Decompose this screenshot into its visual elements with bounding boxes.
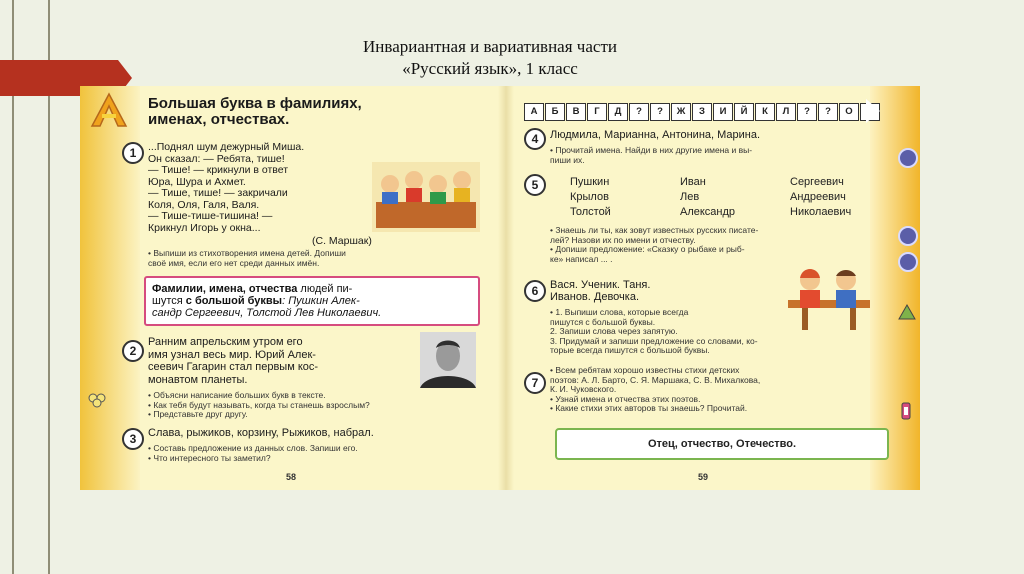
alphabet-letter: ?: [818, 103, 838, 121]
exercise-1-poem: ...Поднял шум дежурный Миша. Он сказал: — Ребята, тише! — Тише! — крикнули в ответ Юра, Шура и Ахмет. — Тише, тише! — закричали Коля, Оля, Галя, Валя. — Тише-тише-тишина! — Крикнул Игорь у окна...: [148, 141, 305, 234]
exercise-7-tasks: • Всем ребятам хорошо известны стихи детских поэтов: А. Л. Барто, С. Я. Маршака, С. В. Михалкова, К. И. Чуковского. • Узнай имена и отчества этих поэтов. • Какие стихи этих авторов ты знаешь? Прочитай.: [550, 365, 761, 413]
letter-a-icon: [90, 92, 128, 128]
exercise-number: 2: [122, 340, 144, 362]
children-illustration: [788, 266, 870, 330]
audio-disc-icon: [898, 252, 918, 272]
rule-text: людей пи- шутся: [152, 283, 353, 307]
textbook-spread: [80, 86, 920, 490]
classroom-illustration: [372, 162, 480, 232]
slide-title-line1: Инвариантная и вариативная части: [363, 37, 617, 56]
alphabet-letter: И: [713, 103, 733, 121]
alphabet-letter: ?: [650, 103, 670, 121]
group-work-icon: [88, 392, 106, 413]
page-number-right: 59: [698, 472, 709, 482]
alphabet-strip: [524, 103, 881, 119]
name-cell: Пушкин: [570, 176, 610, 188]
alphabet-letter: Г: [587, 103, 607, 121]
exercise-number: 4: [524, 128, 546, 150]
alphabet-letter: П: [860, 103, 880, 121]
name-cell: Крылов: [570, 191, 609, 203]
slide-title-line2: «Русский язык», 1 класс: [402, 59, 578, 78]
alphabet-letter: К: [755, 103, 775, 121]
scales-icon: [898, 304, 916, 325]
gagarin-portrait: [420, 332, 476, 388]
exercise-number: 3: [122, 428, 144, 450]
book-spine: [498, 86, 514, 490]
alphabet-letter: Й: [734, 103, 754, 121]
exercise-5-tasks: • Знаешь ли ты, как зовут известных русских писате- лей? Назови их по имени и отчеству. • Допиши предложение: «Сказку о рыбаке и рыб- ке» написал ... .: [550, 225, 759, 264]
alphabet-arrow: [866, 99, 880, 123]
name-cell: Николаевич: [790, 206, 852, 218]
rule-emphasis: с большой буквы: [185, 295, 283, 307]
alphabet-letter: З: [692, 103, 712, 121]
name-cell: Сергеевич: [790, 176, 844, 188]
exercise-3-tasks: • Составь предложение из данных слов. Запиши его. • Что интересного ты заметил?: [148, 443, 358, 463]
exercise-number: 5: [524, 174, 546, 196]
name-cell: Толстой: [570, 206, 611, 218]
names-table: [570, 176, 890, 224]
exercise-number: 1: [122, 142, 144, 164]
alphabet-letter: Б: [545, 103, 565, 121]
alphabet-letter: О: [839, 103, 859, 121]
page-number-left: 58: [286, 472, 297, 482]
exercise-6-tasks: • 1. Выпиши слова, которые всегда пишутся с большой буквы. 2. Запиши слова через запятую. 3. Придумай и запиши предложение со словами, ко- торые всегда пишутся с большой буквы.: [550, 307, 758, 355]
alphabet-letter: Л: [776, 103, 796, 121]
exercise-4-task: • Прочитай имена. Найди в них другие имена и вы- пиши их.: [550, 145, 753, 165]
alphabet-letter: А: [524, 103, 544, 121]
name-cell: Александр: [680, 206, 736, 218]
exercise-1-task: • Выпиши из стихотворения имена детей. Допиши своё имя, если его нет среди данных имён.: [148, 248, 346, 268]
alphabet-letter: Ж: [671, 103, 691, 121]
audio-disc-icon: [898, 226, 918, 246]
slide-title: [260, 36, 720, 80]
alphabet-letter: ?: [629, 103, 649, 121]
exercise-number: 6: [524, 280, 546, 302]
exercise-2-tasks: • Объясни написание больших букв в тексте. • Как тебя будут называть, когда ты станешь взрослым? • Представьте друг другу.: [148, 390, 370, 419]
exercise-6-text: Вася. Ученик. Таня. Иванов. Девочка.: [550, 279, 651, 303]
alphabet-letter: Д: [608, 103, 628, 121]
pencil-icon: [898, 402, 914, 425]
rule-term: Фамилии, имена, отчества: [152, 283, 298, 295]
rule-box: [144, 276, 480, 326]
poem-author: (С. Маршак): [312, 235, 372, 247]
exercise-2-text: Ранним апрельским утром его имя узнал весь мир. Юрий Алек- сеевич Гагарин стал первым кос- монавтом планеты.: [148, 336, 319, 386]
name-cell: Андреевич: [790, 191, 846, 203]
exercise-3-text: Слава, рыжиков, корзину, Рыжиков, набрал.: [148, 427, 374, 439]
alphabet-letter: В: [566, 103, 586, 121]
alphabet-letter: ?: [797, 103, 817, 121]
word-family-box: Отец, отчество, Отечество.: [555, 428, 889, 460]
exercise-4-text: Людмила, Марианна, Антонина, Марина.: [550, 129, 761, 141]
audio-disc-icon: [898, 148, 918, 168]
name-cell: Иван: [680, 176, 706, 188]
name-cell: Лев: [680, 191, 700, 203]
rule-examples: : Пушкин Алек- сандр Сергеевич, Толстой Лев Николаевич.: [152, 295, 382, 319]
lesson-heading: Большая буква в фамилиях, именах, отчествах.: [148, 95, 362, 128]
exercise-number: 7: [524, 372, 546, 394]
